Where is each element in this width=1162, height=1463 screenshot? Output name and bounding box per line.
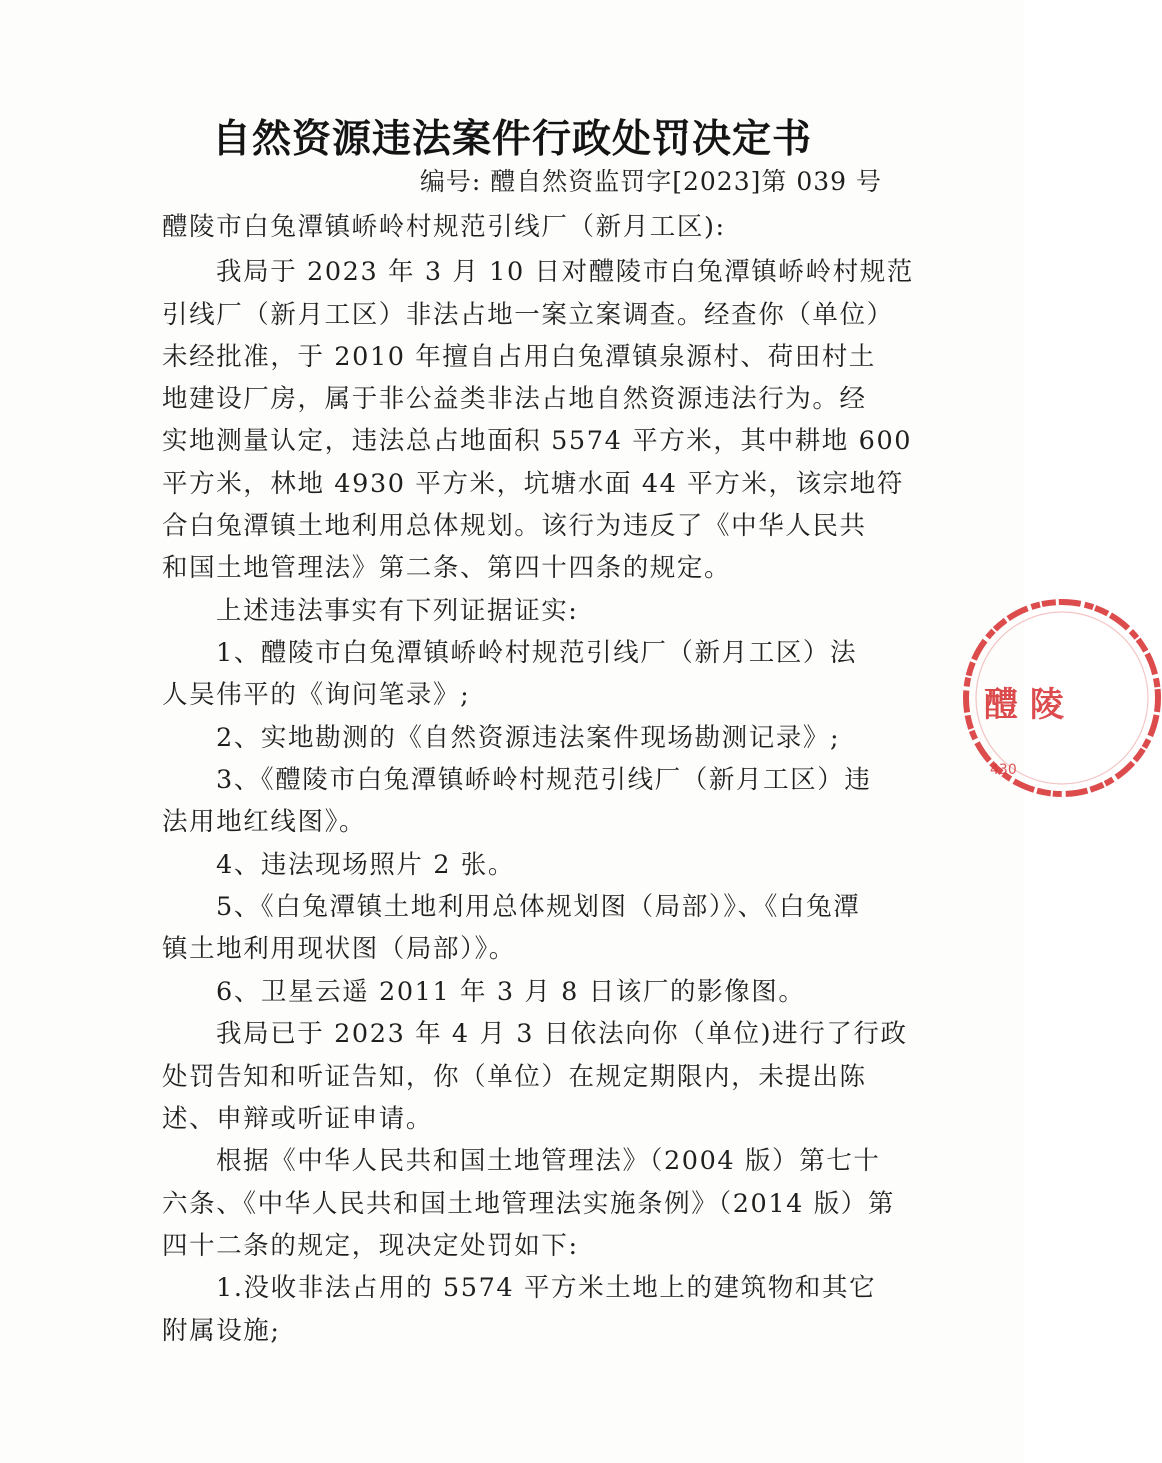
body-line: 我局已于 2023 年 4 月 3 日依法向你（单位)进行了行政 [216, 1019, 908, 1049]
evidence-item: 人吴伟平的《询问笔录》; [162, 680, 471, 710]
body-line: 合白兔潭镇土地利用总体规划。该行为违反了《中华人民共 [162, 511, 867, 541]
body-line: 平方米，林地 4930 平方米，坑塘水面 44 平方米，该宗地符 [162, 469, 904, 499]
evidence-heading: 上述违法事实有下列证据证实: [216, 596, 579, 626]
body-line: 处罚告知和听证告知，你（单位）在规定期限内，未提出陈 [162, 1062, 867, 1092]
body-line: 四十二条的规定，现决定处罚如下: [162, 1231, 579, 1261]
recipient-line: 醴陵市白兔潭镇峤岭村规范引线厂（新月工区): [162, 212, 726, 242]
body-line: 根据《中华人民共和国土地管理法》（2004 版）第七十 [216, 1146, 881, 1176]
evidence-item: 2、实地勘测的《自然资源违法案件现场勘测记录》; [216, 723, 841, 753]
evidence-item: 5、《白兔潭镇土地利用总体规划图（局部）》、《白兔潭 [216, 892, 861, 922]
document-number: 编号: 醴自然资监罚字[2023]第 039 号 [419, 167, 882, 196]
evidence-item: 1、醴陵市白兔潭镇峤岭村规范引线厂（新月工区）法 [216, 638, 858, 668]
evidence-item: 法用地红线图》。 [162, 807, 367, 837]
document-title: 自然资源违法案件行政处罚决定书 [211, 116, 812, 162]
evidence-item: 4、违法现场照片 2 张。 [216, 850, 515, 880]
body-line: 我局于 2023 年 3 月 10 日对醴陵市白兔潭镇峤岭村规范 [216, 257, 914, 287]
body-line: 实地测量认定，违法总占地面积 5574 平方米，其中耕地 600 [162, 426, 913, 456]
body-line: 六条、《中华人民共和国土地管理法实施条例》（2014 版）第 [162, 1189, 896, 1219]
body-line: 未经批准，于 2010 年擅自占用白兔潭镇泉源村、荷田村土 [162, 342, 877, 372]
evidence-item: 镇土地利用现状图（局部）》。 [162, 934, 516, 964]
seal-text: 醴 陵 [984, 685, 1064, 725]
penalty-item: 附属设施; [162, 1316, 281, 1346]
body-line: 和国土地管理法》第二条、第四十四条的规定。 [162, 553, 732, 583]
seal-code: 430 [990, 762, 1017, 778]
evidence-item: 3、《醴陵市白兔潭镇峤岭村规范引线厂（新月工区）违 [216, 765, 872, 795]
penalty-item: 1.没收非法占用的 5574 平方米土地上的建筑物和其它 [216, 1273, 877, 1303]
evidence-item: 6、卫星云遥 2011 年 3 月 8 日该厂的影像图。 [216, 977, 806, 1007]
body-line: 引线厂（新月工区）非法占地一案立案调查。经查你（单位） [162, 300, 894, 330]
body-line: 地建设厂房，属于非公益类非法占地自然资源违法行为。经 [162, 384, 867, 414]
body-line: 述、申辩或听证申请。 [162, 1104, 434, 1134]
official-seal [962, 598, 1162, 798]
